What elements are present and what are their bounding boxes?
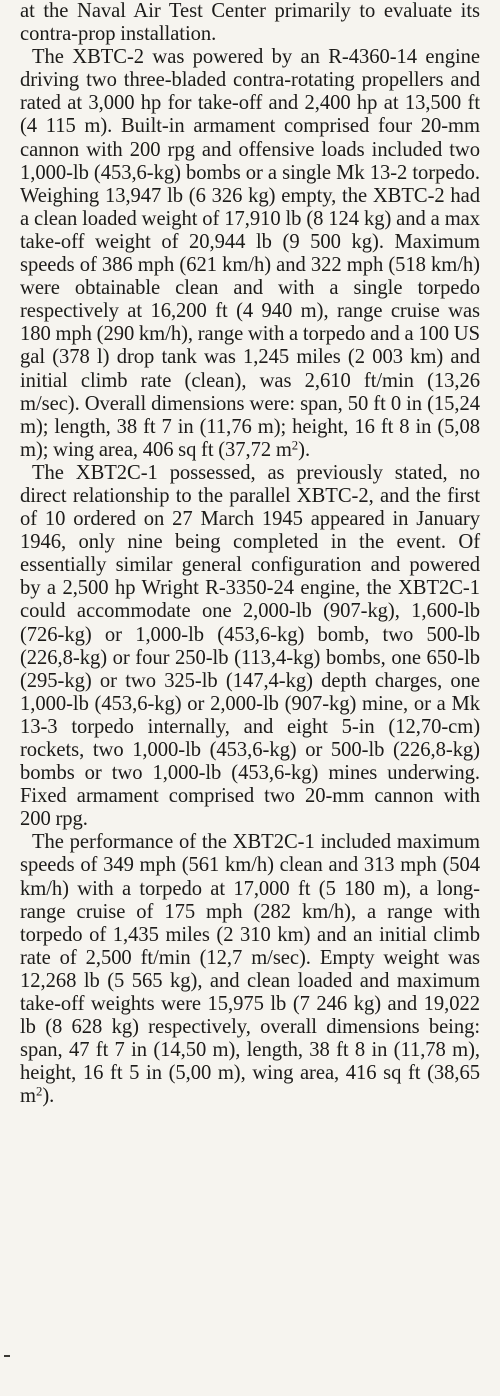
- paragraph-xbt2c-1-performance: [20, 831, 480, 1108]
- paragraph-xbtc-2-tail: ).: [298, 438, 311, 461]
- superscript-squared: 2: [291, 438, 299, 453]
- paragraph-xbtc-2: [20, 46, 480, 462]
- paragraph-xbt2c-1-performance-tail: ).: [42, 1085, 55, 1108]
- paragraph-continuation: at the Naval Air Test Center primarily to evaluate its contra-prop installation.: [20, 0, 480, 46]
- paragraph-xbt2c-1-armament: The XBT2C-1 possessed, as previously stated, no direct relationship to the parallel XBTC-2, and the first of 10 ordered on 27 March 1945 appeared in January 1946, only nine being completed in the event. Of essentially similar general configuration and powered by a 2,500 hp Wright R-3350-24 engine, the XBT2C-1 could accommodate one 2,000-lb (907-kg), 1,600-lb (726-kg) or 1,000-lb (453,6-kg) bomb, two 500-lb (226,8-kg) or four 250-lb (113,4-kg) bombs, one 650-lb (295-kg) or two 325-lb (147,4-kg) depth charges, one 1,000-lb (453,6-kg) or 2,000-lb (907-kg) mine, or a Mk 13-3 torpedo internally, and eight 5-in (12,70-cm) rockets, two 1,000-lb (453,6-kg) or 500-lb (226,8-kg) bombs or two 1,000-lb (453,6-kg) mines underwing. Fixed armament comprised two 20-mm cannon with 200 rpg.: [20, 461, 480, 831]
- text-column: [20, 0, 480, 1109]
- paragraph-xbt2c-1-performance-text: The performance of the XBT2C-1 included maximum speeds of 349 mph (561 km/h) clean and 313 mph (504 km/h) with a torpedo at 17,000 ft (5 180 m), a long-range cruise of 175 mph (282 km/h), a range with torpedo of 1,435 miles (2 310 km) and an initial climb rate of 2,500 ft/min (12,7 m/sec). Empty weight was 12,268 lb (5 565 kg), and clean loaded and maximum take-off weights were 15,975 lb (7 246 kg) and 19,022 lb (8 628 kg) respectively, overall dimensions being: span, 47 ft 7 in (14,50 m), length, 38 ft 8 in (11,78 m), height, 16 ft 5 in (5,00 m), wing area, 416 sq ft (38,65 m: [20, 831, 480, 1108]
- superscript-squared: 2: [35, 1085, 43, 1100]
- margin-tick-mark: [4, 1355, 10, 1357]
- paragraph-xbtc-2-text: The XBTC-2 was powered by an R-4360-14 engine driving two three-bladed contra-rotating propellers and rated at 3,000 hp for take-off and 2,400 hp at 13,500 ft (4 115 m). Built-in armament comprised four 20-mm cannon with 200 rpg and offensive loads included two 1,000-lb (453,6-kg) bombs or a single Mk 13-2 torpedo. Weighing 13,947 lb (6 326 kg) empty, the XBTC-2 had a clean loaded weight of 17,910 lb (8 124 kg) and a max take-off weight of 20,944 lb (9 500 kg). Maximum speeds of 386 mph (621 km/h) and 322 mph (518 km/h) were obtainable clean and with a single torpedo respectively at 16,200 ft (4 940 m), range cruise was 180 mph (290 km/h), range with a torpedo and a 100 US gal (378 l) drop tank was 1,245 miles (2 003 km) and initial climb rate (clean), was 2,610 ft/min (13,26 m/sec). Overall dimensions were: span, 50 ft 0 in (15,24 m); length, 38 ft 7 in (11,76 m); height, 16 ft 8 in (5,08 m); wing area, 406 sq ft (37,72 m: [20, 46, 480, 461]
